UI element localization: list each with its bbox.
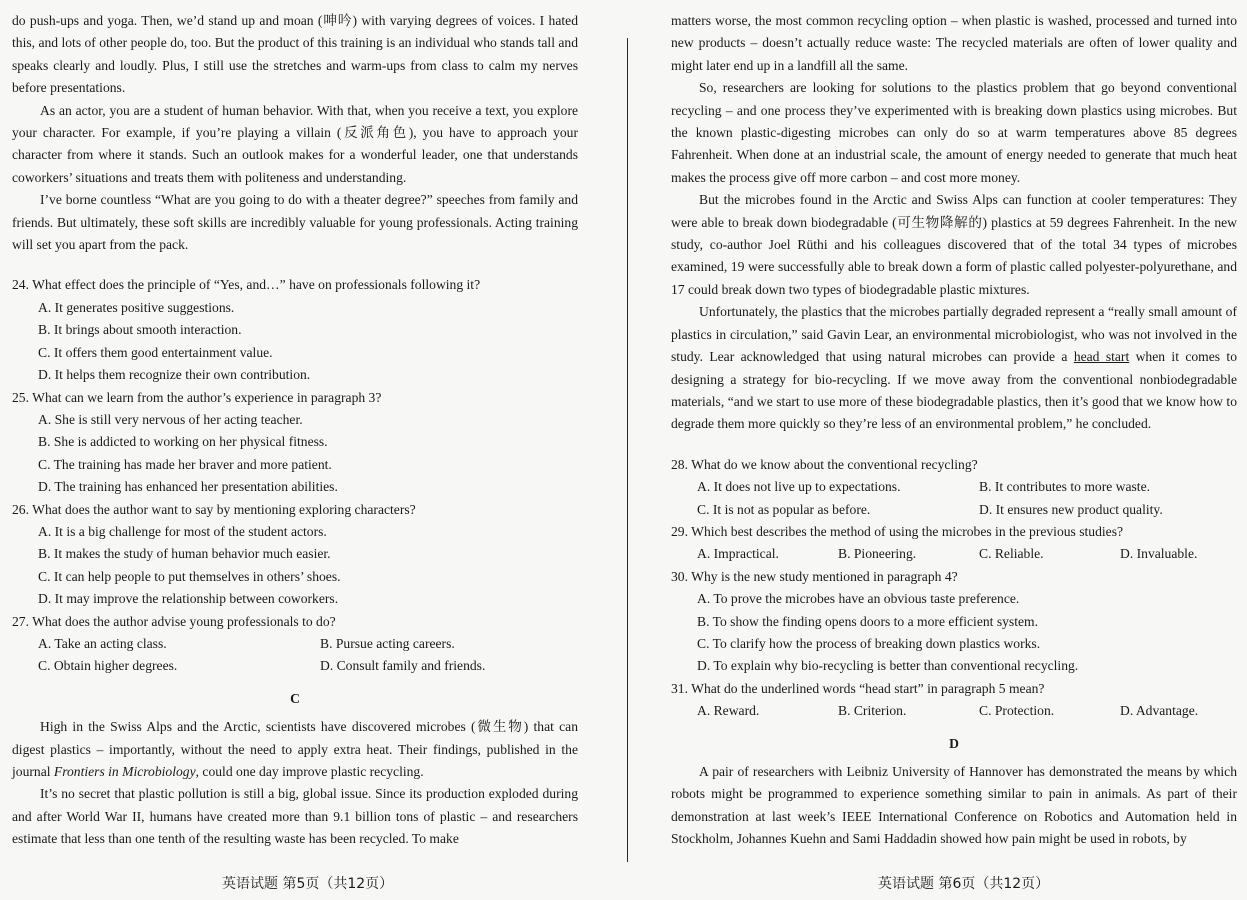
passage-b-paragraph: As an actor, you are a student of human behavior. With that, when you receive a text, you explore your character. For example, if you’re playing a villain (反派角色), you have to approach your character from where it stands. Such an outlook makes for a wonderful leader, one that understands coworkers’ situations and treats them with politeness and understanding. bbox=[12, 102, 578, 185]
question-30: 30. Why is the new study mentioned in paragraph 4? bbox=[671, 568, 958, 584]
option: C. The training has made her braver and more patient. bbox=[38, 456, 332, 472]
spacer bbox=[671, 436, 1237, 454]
passage-c-paragraph: So, researchers are looking for solutions to the plastics problem that go beyond conventional recycling – and one process they’ve experimented with is breaking down plastics using microbes. But the known plastic-digesting microbes can only do so at warm temperatures above 85 degrees Fahrenheit. When done at an industrial scale, the amount of energy needed to generate that much heat makes the process give off more carbon – and cost more money. bbox=[671, 80, 1237, 185]
options-grid bbox=[697, 700, 1237, 722]
option: C. It is not as popular as before. bbox=[697, 501, 871, 517]
left-page bbox=[12, 10, 578, 851]
option: A. It is a big challenge for most of the student actors. bbox=[38, 523, 327, 539]
option: D. Advantage. bbox=[1120, 703, 1199, 719]
passage-c-paragraph bbox=[671, 301, 1237, 435]
options-grid bbox=[38, 633, 578, 678]
option: B. She is addicted to working on her physical fitness. bbox=[38, 434, 328, 450]
passage-b-paragraph: I’ve borne countless “What are you going to do with a theater degree?” speeches from family and friends. But ultimately, these soft skills are incredibly valuable for young professionals. Acting training will set you apart from the pack. bbox=[12, 192, 578, 253]
option: D. The training has enhanced her presentation abilities. bbox=[38, 479, 338, 495]
page-divider bbox=[627, 38, 628, 862]
option: D. To explain why bio-recycling is better than conventional recycling. bbox=[697, 658, 1079, 674]
text-run: , could one day improve plastic recycling. bbox=[195, 764, 424, 779]
page-footer-right: 英语试题 第6页（共12页） bbox=[878, 876, 1050, 892]
question-29: 29. Which best describes the method of using the microbes in the previous studies? bbox=[671, 523, 1124, 539]
text-run: High in the Swiss Alps and the Arctic, scientists have discovered microbes (微生物) that can digest plastics – importantly, without the need to apply extra heat. Their findings, published in the journal bbox=[12, 719, 578, 779]
options-grid bbox=[697, 476, 1237, 521]
passage-c-paragraph: matters worse, the most common recycling option – when plastic is washed, processed and turned into new products – doesn’t actually reduce waste: The recycled materials are often of lower quality and might later end up in a landfill all the same. bbox=[671, 13, 1237, 73]
spacer bbox=[12, 256, 578, 274]
option: B. It brings about smooth interaction. bbox=[38, 322, 242, 338]
question-25: 25. What can we learn from the author’s experience in paragraph 3? bbox=[12, 389, 382, 405]
question-27: 27. What does the author advise young professionals to do? bbox=[12, 613, 336, 629]
option: C. It offers them good entertainment value. bbox=[38, 344, 273, 360]
option: D. It ensures new product quality. bbox=[979, 501, 1163, 517]
option: D. It may improve the relationship between coworkers. bbox=[38, 591, 339, 607]
passage-b-paragraph: do push-ups and yoga. Then, we’d stand up and moan (呻吟) with varying degrees of voices. I hated this, and lots of other people do, too. But the product of this training is an individual who stands tall and speaks clearly and loudly. Plus, I still use the stretches and warm-ups from class to calm my nerves before presentations. bbox=[12, 13, 578, 96]
underlined-phrase: head start bbox=[1073, 349, 1130, 365]
question-28: 28. What do we know about the conventional recycling? bbox=[671, 456, 978, 472]
option: B. Pursue acting careers. bbox=[320, 635, 455, 651]
question-26: 26. What does the author want to say by mentioning exploring characters? bbox=[12, 501, 416, 517]
option: B. It makes the study of human behavior much easier. bbox=[38, 546, 331, 562]
section-heading-c: C bbox=[290, 690, 300, 706]
text-run: when it comes to designing a strategy for bio-recycling. If we move away from the conventional nonbiodegradable materials, “and we start to use more of these biodegradable plastics, then it’s good that we know how to degrade them more quickly so they’re less of an environmental problem,” he concluded. bbox=[671, 349, 1237, 432]
option: B. It contributes to more waste. bbox=[979, 479, 1151, 495]
passage-c-paragraph: But the microbes found in the Arctic and Swiss Alps can function at cooler temperatures: They were able to break down biodegradable (可生物降解的) plastics at 59 degrees Fahrenheit. In the new study, co-author Joel Rüthi and his colleagues discovered that of the total 34 types of microbes examined, 19 were successfully able to break down a form of plastic called polyester-polyurethane, and 17 could break down two types of biodegradable plastic mixtures. bbox=[671, 192, 1237, 297]
option: D. Consult family and friends. bbox=[320, 658, 486, 674]
option: A. It does not live up to expectations. bbox=[697, 479, 901, 495]
option: C. It can help people to put themselves in others’ shoes. bbox=[38, 568, 341, 584]
option: D. Invaluable. bbox=[1120, 546, 1198, 562]
option: C. Reliable. bbox=[979, 546, 1044, 562]
option: A. Reward. bbox=[697, 703, 760, 719]
page-footer-left: 英语试题 第5页（共12页） bbox=[222, 876, 394, 892]
passage-c-paragraph bbox=[12, 716, 578, 783]
passage-c-paragraph: It’s no secret that plastic pollution is still a big, global issue. Since its production exploded during and after World War II, humans have created more than 9.1 billion tons of plastic – and researchers estimate that less than one tenth of the resulting waste has been recycled. To make bbox=[12, 786, 578, 847]
option: B. Criterion. bbox=[838, 703, 907, 719]
option: D. It helps them recognize their own contribution. bbox=[38, 367, 311, 383]
option: C. To clarify how the process of breaking down plastics works. bbox=[697, 635, 1041, 651]
option: A. To prove the microbes have an obvious taste preference. bbox=[697, 591, 1020, 607]
text-run: Unfortunately, the plastics that the microbes partially degraded represent a “really small amount of plastics in circulation,” said Gavin Lear, an environmental microbiologist, who was not involved in the study. Lear acknowledged that using natural microbes can provide a bbox=[671, 304, 1237, 365]
option: A. Take an acting class. bbox=[38, 635, 167, 651]
options-grid bbox=[697, 543, 1237, 565]
option: C. Obtain higher degrees. bbox=[38, 658, 178, 674]
section-heading-d: D bbox=[949, 735, 959, 751]
option: B. Pioneering. bbox=[838, 546, 917, 562]
question-31: 31. What do the underlined words “head start” in paragraph 5 mean? bbox=[671, 680, 1045, 696]
journal-title: Frontiers in Microbiology bbox=[53, 764, 196, 779]
option: A. Impractical. bbox=[697, 546, 779, 562]
option: B. To show the finding opens doors to a more efficient system. bbox=[697, 613, 1038, 629]
option: C. Protection. bbox=[979, 703, 1055, 719]
option: A. She is still very nervous of her acting teacher. bbox=[38, 411, 303, 427]
question-24: 24. What effect does the principle of “Yes, and…” have on professionals following it? bbox=[12, 277, 481, 293]
right-page bbox=[671, 10, 1237, 851]
passage-d-paragraph: A pair of researchers with Leibniz University of Hannover has demonstrated the means by which robots might be programmed to experience something similar to pain in animals. As part of their demonstration at last week’s IEEE International Conference on Robotics and Automation held in Stockholm, Johannes Kuehn and Sami Haddadin showed how pain might be used in robots, by bbox=[671, 764, 1237, 847]
option: A. It generates positive suggestions. bbox=[38, 299, 235, 315]
